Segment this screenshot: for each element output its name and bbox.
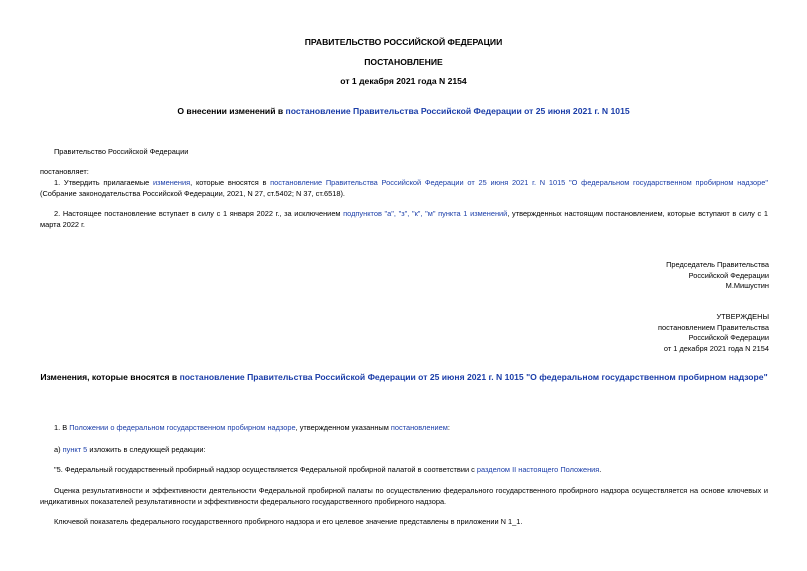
change-a-text-1: а) [54,445,63,454]
item-1-text-2: , которые вносятся в [190,178,271,187]
regulation-link[interactable]: Положении о федеральном государственном пробирном надзоре [69,423,296,432]
issuer-text: Правительство Российской Федерации [54,147,189,156]
doc-type-heading: ПОСТАНОВЛЕНИЕ [364,57,443,67]
item-1-text-1: 1. Утвердить прилагаемые [54,178,154,187]
changes-heading [40,372,768,383]
approval-line-1: УТВЕРЖДЕНЫ [716,312,769,321]
item-2-text-1: 2. Настоящее постановление вступает в силу с 1 января 2022 г., за исключением [54,209,344,218]
approval-block [658,312,769,354]
changes-link[interactable]: изменения [153,178,191,187]
item-1-paragraph [40,177,768,199]
approval-line-3: Российской Федерации [688,333,769,342]
change-a-text-2: изложить в следующей редакции: [87,445,206,454]
doc-date-number: от 1 декабря 2021 года N 2154 [340,76,467,86]
resolution-link[interactable]: постановлением [390,423,448,432]
change-1-text-3: : [447,423,450,432]
document-title-prefix: О внесении изменений в [177,106,286,116]
signature-name: М.Мишустин [725,281,769,290]
change-1-text-1: 1. В [54,423,70,432]
signature-block [666,260,769,292]
change-1-text-2: , утвержденном указанным [295,423,391,432]
resolves-text: постановляет: [40,167,89,176]
evaluation-paragraph: Оценка результативности и эффективности деятельности Федеральной пробирной палаты по осуществлению федерального государственного пробирного надзора осуществляется на основе ключевых и индикативных показателей результативности и эффективности федерального государственного пробирного надзора. [40,486,768,506]
approval-line-4: от 1 декабря 2021 года N 2154 [663,343,769,353]
section-2-link[interactable]: разделом II настоящего Положения [476,465,600,474]
point-5-paragraph [54,465,601,474]
point-5-text-1: "5. Федеральный государственный пробирный надзор осуществляется Федеральной пробирной палатой в соответствии с [54,465,477,474]
item-2-paragraph [40,208,768,230]
government-heading: ПРАВИТЕЛЬСТВО РОССИЙСКОЙ ФЕДЕРАЦИИ [304,37,503,47]
approval-line-2: постановлением Правительства [658,322,769,332]
subitems-link[interactable]: подпунктов "а", "з", "к", "м" пункта 1 изменений [343,209,508,218]
point-5-text-2: . [599,465,602,474]
signature-position: Председатель Правительства [666,260,769,269]
key-indicator-paragraph: Ключевой показатель федерального государственного пробирного надзора и его целевое значение представлены в приложении N 1_1. [54,517,523,526]
item-2-text-2: , утвержденных настоящим постановлением, которые вступают в силу с 1 марта 2022 г. [40,209,768,229]
changes-heading-prefix: Изменения, которые вносятся в [40,372,180,382]
signature-country: Российской Федерации [688,270,769,280]
change-a-paragraph [54,445,206,454]
document-title [0,106,807,116]
changes-heading-link[interactable]: постановление Правительства Российской Федерации от 25 июня 2021 г. N 1015 "О федеральном государственном пробирном надзоре" [179,372,768,382]
point-5-link[interactable]: пункт 5 [62,445,88,454]
resolution-1015-link[interactable]: постановление Правительства Российской Федерации от 25 июня 2021 г. N 1015 "О федеральном государственном пробирном надзоре" [270,178,768,187]
amended-resolution-link[interactable]: постановление Правительства Российской Федерации от 25 июня 2021 г. N 1015 [285,106,630,116]
change-1-paragraph [54,423,450,432]
item-1-text-3: (Собрание законодательства Российской Федерации, 2021, N 27, ст.5402; N 37, ст.6518). [40,189,345,198]
